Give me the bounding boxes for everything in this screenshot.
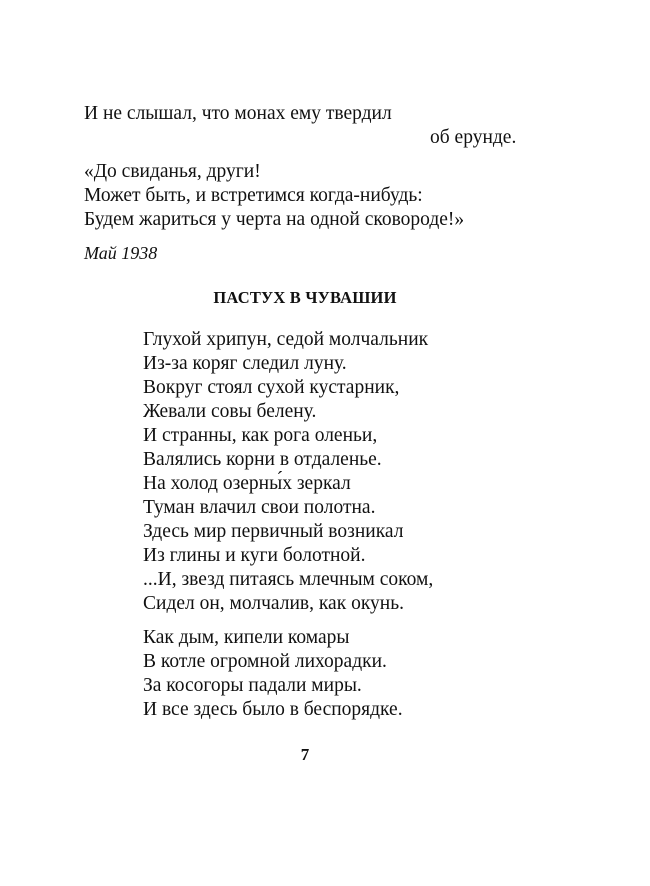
poem-line: Из глины и куги болотной. — [143, 545, 366, 566]
poem-line: Валялись корни в отдаленье. — [143, 449, 382, 470]
poem-title: ПАСТУХ В ЧУВАШИИ — [213, 288, 397, 307]
poem-line: И все здесь было в беспорядке. — [143, 699, 403, 720]
poem-line: ...И, звезд питаясь млечным соком, — [143, 569, 434, 590]
poem-line: Сидел он, молчалив, как окунь. — [143, 593, 404, 614]
poem-line: Может быть, и встретимся когда-нибудь: — [84, 185, 423, 206]
poem-line: И странны, как рога оленьи, — [143, 425, 378, 446]
poem-line: В котле огромной лихорадки. — [143, 651, 387, 672]
poem-line: Будем жариться у черта на одной сковороде!» — [84, 209, 465, 230]
poem-date: Май 1938 — [84, 243, 158, 263]
poem-line: И не слышал, что монах ему твердил — [84, 103, 392, 124]
poem-line: Глухой хрипун, седой молчальник — [143, 329, 429, 350]
poem-line: Из-за коряг следил луну. — [143, 353, 347, 374]
poem-line: На холод озерны́х зеркал — [143, 473, 351, 494]
poem-line: За косогоры падали миры. — [143, 675, 362, 696]
page-number: 7 — [300, 745, 310, 764]
poem-line: Здесь мир первичный возникал — [143, 521, 404, 542]
poem-line-continuation: об ерунде. — [430, 127, 517, 148]
poem-line: Как дым, кипели комары — [143, 627, 350, 648]
poem-line: Вокруг стоял сухой кустарник, — [143, 377, 400, 398]
poem-line: Жевали совы белену. — [143, 401, 317, 422]
poem-line: «До свиданья, други! — [84, 161, 261, 182]
poem-line: Туман влачил свои полотна. — [143, 497, 376, 518]
